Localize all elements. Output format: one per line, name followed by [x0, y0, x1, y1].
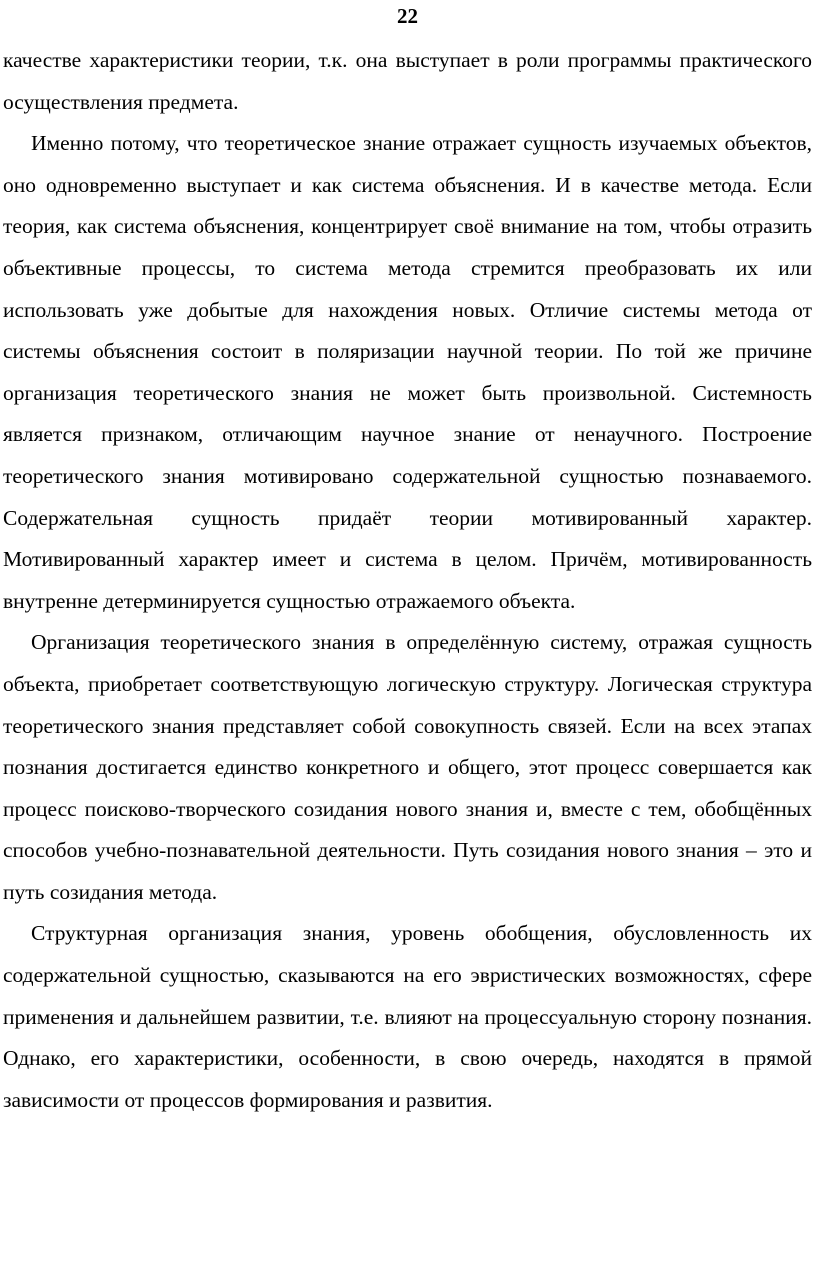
paragraph-4: Структурная организация знания, уровень обобщения, обусловленность их содержательной сущностью, сказываются на его эвристических возможностях, сфере применения и дальнейшем развитии, т.е. влияют на процессуальную сторону познания. Однако, его характеристики, особенности, в свою очередь, находятся в прямой зависимости от процессов формирования и развития.	[3, 921, 812, 1112]
paragraph-2: Именно потому, что теоретическое знание отражает сущность изучаемых объектов, оно одновременно выступает и как система объяснения. И в качестве метода. Если теория, как система объяснения, концентрирует своё внимание на том, чтобы отразить объективные процессы, то система метода стремится преобразовать их или использовать уже добытые для нахождения новых. Отличие системы метода от системы объяснения состоит в поляризации научной теории. По той же причине организация теоретического знания не может быть произвольной. Системность является признаком, отличающим научное знание от ненаучного. Построение теоретического знания мотивировано содержательной сущностью познаваемого. Содержательная сущность придаёт теории мотивированный характер. Мотивированный характер имеет и система в целом. Причём, мотивированность внутренне детерминируется сущностью отражаемого объекта.	[3, 131, 812, 613]
page-number: 22	[397, 4, 418, 28]
paragraph-3: Организация теоретического знания в определённую систему, отражая сущность объекта, приобретает соответствующую логическую структуру. Логическая структура теоретического знания представляет собой совокупность связей. Если на всех этапах познания достигается единство конкретного и общего, этот процесс совершается как процесс поисково-творческого созидания нового знания и, вместе с тем, обобщённых способов учебно-познавательной деятельности. Путь созидания нового знания – это и путь созидания метода.	[3, 630, 812, 904]
body-text	[3, 40, 812, 1121]
paragraph-1: качестве характеристики теории, т.к. она выступает в роли программы практического осуществления предмета.	[3, 48, 812, 114]
